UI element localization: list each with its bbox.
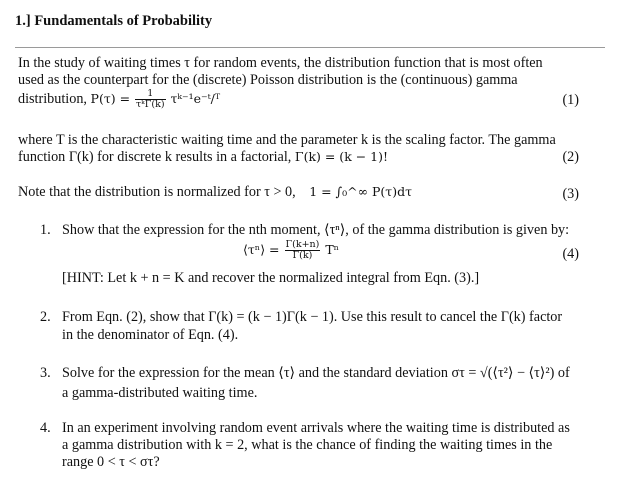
eq1-rhs: τᵏ⁻¹e⁻ᵗ/ᵀ <box>170 91 221 106</box>
eq4-fraction <box>285 240 321 261</box>
item-1-marker: 1. <box>40 222 51 238</box>
title-divider <box>15 47 605 48</box>
item-2-marker: 2. <box>40 309 51 325</box>
eq4-lhs: ⟨τⁿ⟩ = <box>243 242 280 257</box>
para2-line-1: where T is the characteristic waiting time and the parameter k is the scaling factor. The gamma <box>18 132 556 148</box>
eq2-number: (2) <box>562 149 579 165</box>
eq4-numerator: Γ(k+n) <box>285 239 320 250</box>
item-2-line-2: in the denominator of Eqn. (4). <box>62 327 239 343</box>
list-item-3 <box>40 365 570 382</box>
eq4-number: (4) <box>562 246 579 262</box>
para2-lead: function Γ(k) for discrete k results in a factorial, <box>18 149 292 165</box>
item-4-marker: 4. <box>40 420 51 436</box>
item-1-text: Show that the expression for the nth moment, ⟨τⁿ⟩, of the gamma distribution is given by: <box>62 222 570 238</box>
equation-1 <box>90 88 221 110</box>
eq1-lhs: P(τ) = <box>90 91 131 106</box>
para3-lead: Note that the distribution is normalized for τ > 0, <box>18 184 296 200</box>
item-4-text: In an experiment involving random event arrivals where the waiting time is distributed as <box>62 420 570 436</box>
item-3-text: Solve for the expression for the mean ⟨τ⟩ and the standard deviation στ = √(⟨τ²⟩ − ⟨τ⟩²) of <box>62 365 570 381</box>
intro-line-3 <box>18 89 220 110</box>
eq1-denominator: τᵏΓ(k) <box>136 99 165 110</box>
equation-3: 1 = ∫₀^∞ P(τ)dτ <box>309 184 413 199</box>
item-2-text: From Eqn. (2), show that Γ(k) = (k − 1)Γ(k − 1). Use this result to cancel the Γ(k) factor <box>62 309 563 325</box>
list-item-1 <box>40 222 569 239</box>
item-3-line-2: a gamma-distributed waiting time. <box>62 385 258 401</box>
eq1-numerator: 1 <box>135 89 165 100</box>
eq4-rhs: Tⁿ <box>325 242 340 257</box>
para2-line-2 <box>18 149 388 166</box>
section-title: 1.] Fundamentals of Probability <box>15 13 213 29</box>
eq3-number: (3) <box>562 186 579 202</box>
item-1-hint: [HINT: Let k + n = K and recover the normalized integral from Eqn. (3).] <box>62 270 480 286</box>
equation-4 <box>243 240 339 261</box>
list-item-4 <box>40 420 570 437</box>
item-4-line-2: a gamma distribution with k = 2, what is the chance of finding the waiting times in the <box>62 437 553 453</box>
intro-lead: distribution, <box>18 91 87 107</box>
item-4-line-3: range 0 < τ < στ? <box>62 454 160 470</box>
intro-line-2: used as the counterpart for the (discrete) Poisson distribution is the (continuous) gamma <box>18 72 518 88</box>
equation-2: Γ(k) = (k − 1)! <box>294 149 389 164</box>
list-item-2 <box>40 309 562 326</box>
para3-line <box>18 184 412 201</box>
eq4-denominator: Γ(k) <box>292 250 313 261</box>
eq1-fraction <box>135 89 165 110</box>
intro-line-1: In the study of waiting times τ for random events, the distribution function that is most often <box>18 55 543 71</box>
eq1-number: (1) <box>562 92 579 108</box>
item-3-marker: 3. <box>40 365 51 381</box>
